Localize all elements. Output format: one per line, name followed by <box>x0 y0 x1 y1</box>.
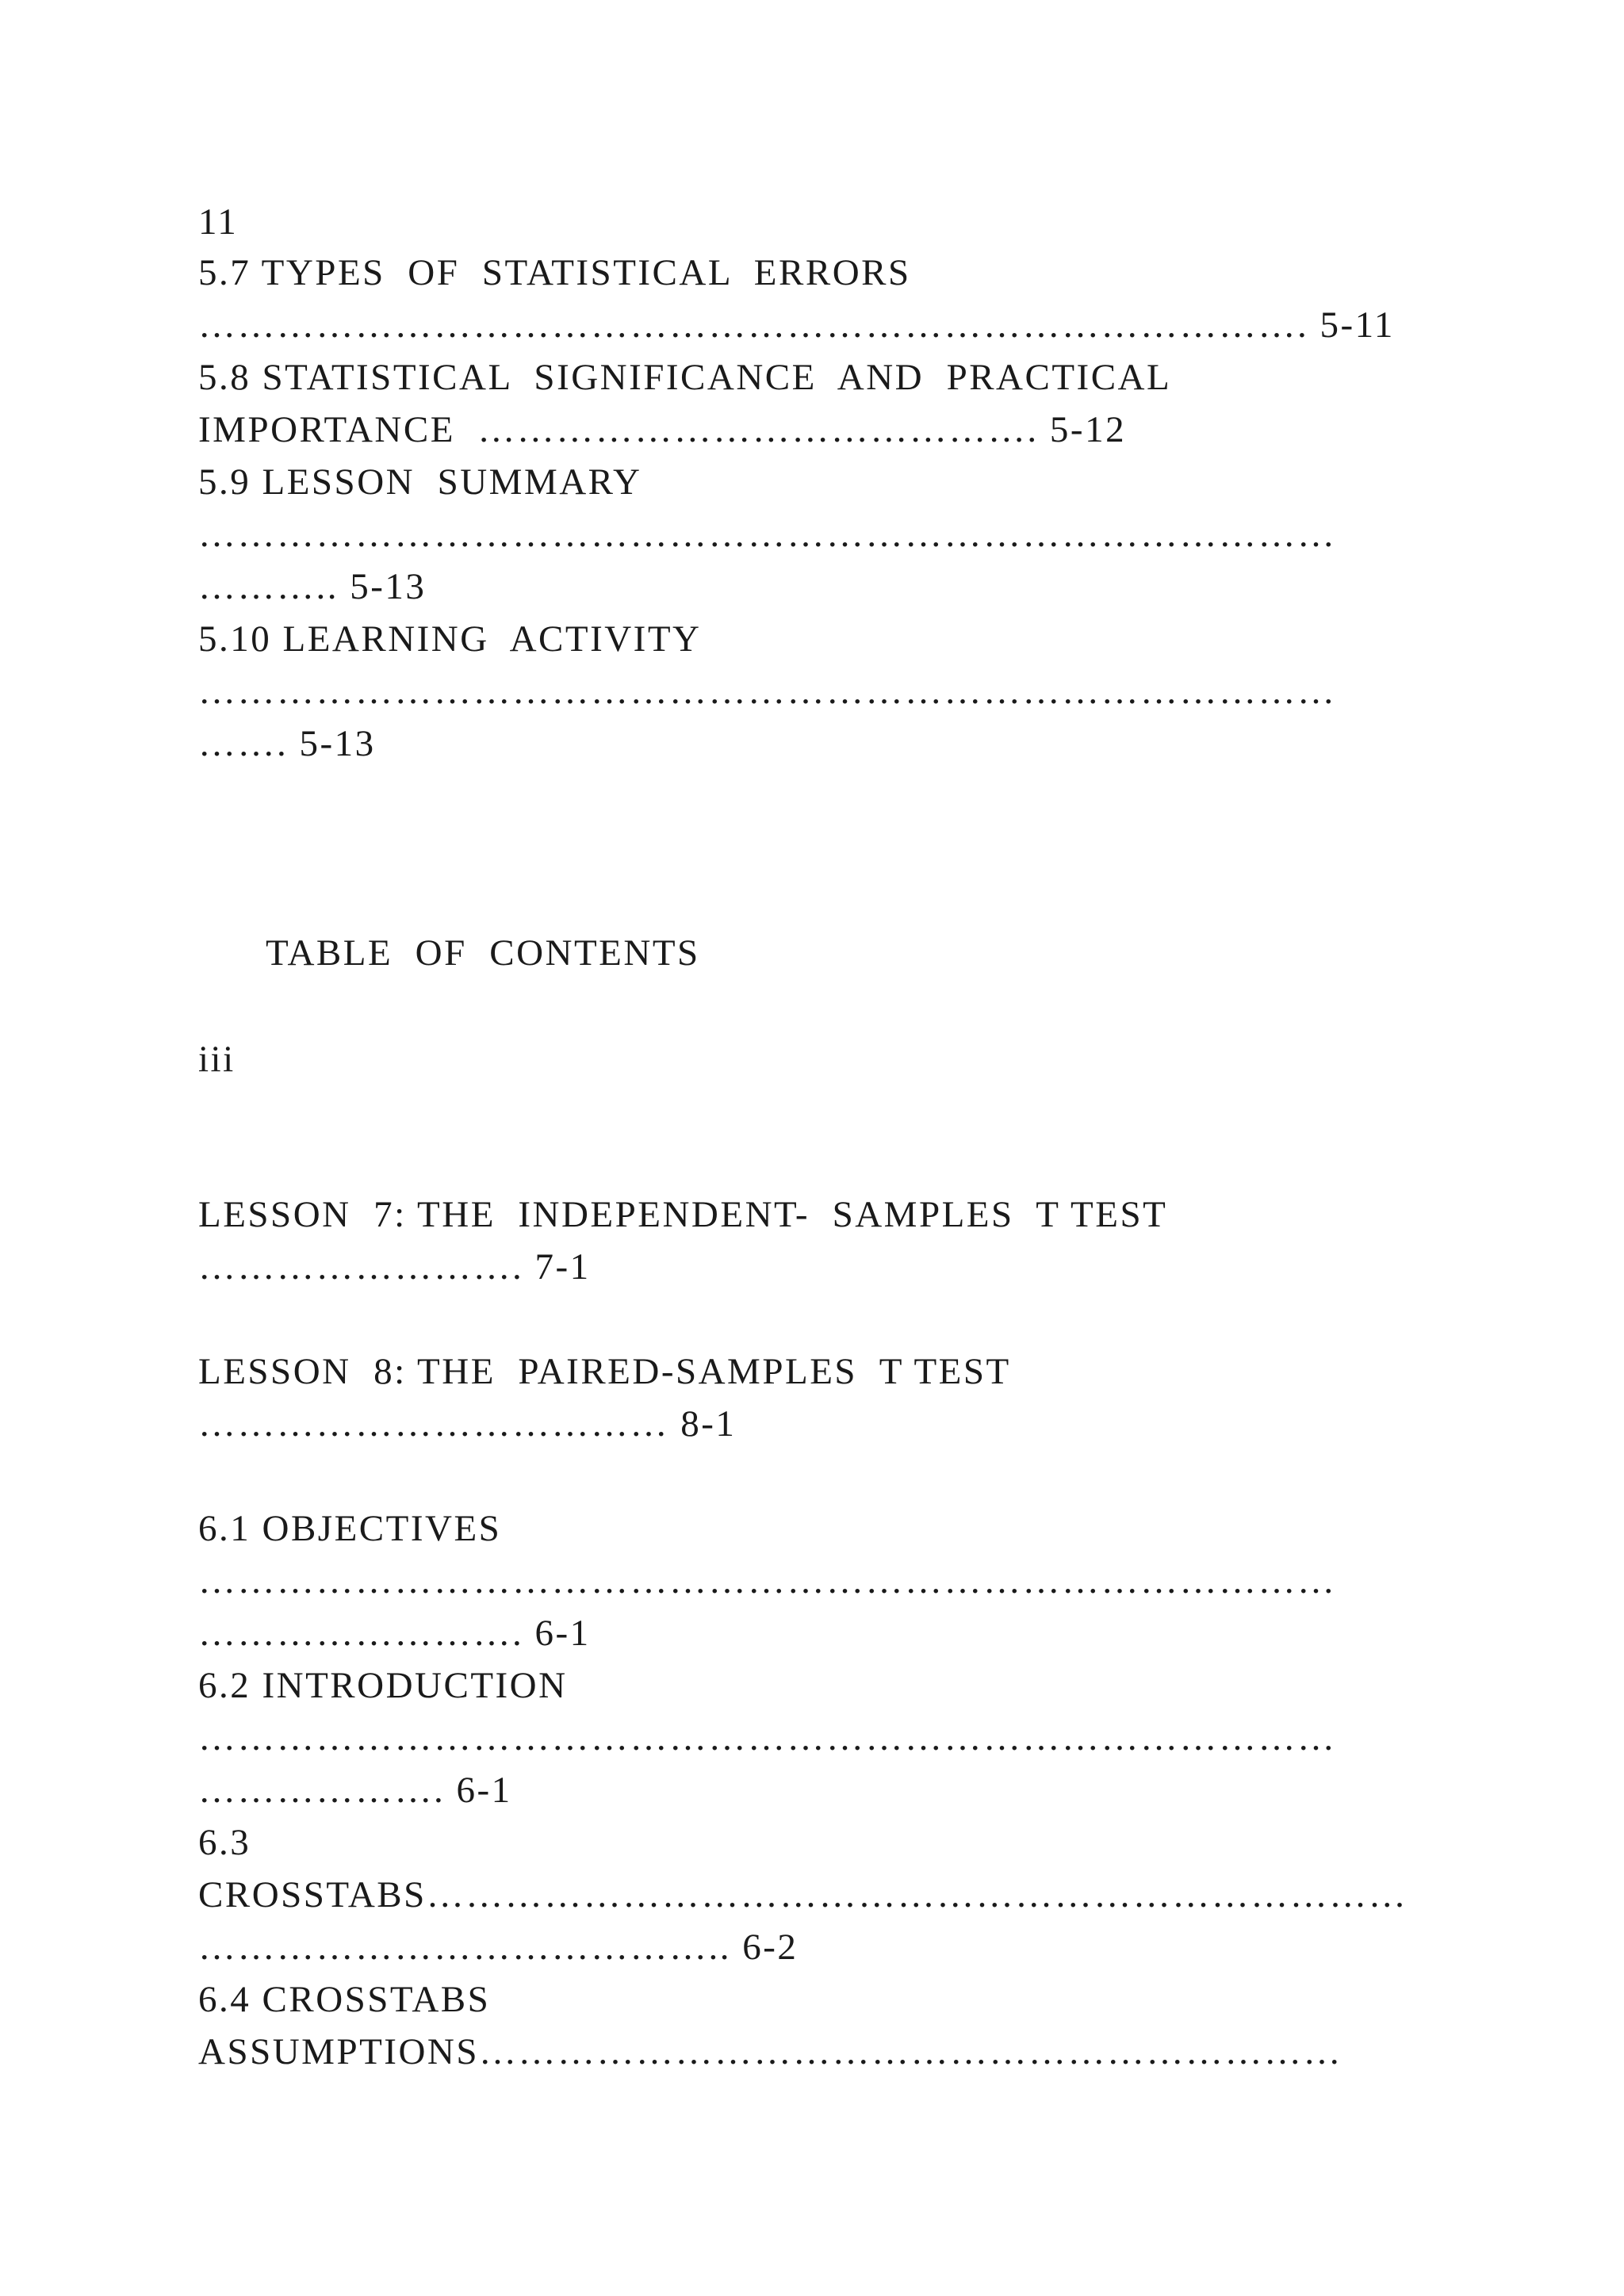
toc-entry-6-1-page: ……………………. 6-1 <box>198 1613 591 1654</box>
toc-entry-5-8-leader: IMPORTANCE ……………………………………. 5-12 <box>198 409 1127 450</box>
toc-entry-5-9-leader: …………………………………………………………………………… <box>198 514 1337 555</box>
toc-entry-5-7-title: 5.7 TYPES OF STATISTICAL ERRORS <box>198 252 911 293</box>
toc-entry-6-3-title: CROSSTABS………………………………………………………………… <box>198 1874 1408 1915</box>
toc-entry-6-1-leader: …………………………………………………………………………… <box>198 1560 1337 1601</box>
page-number: 11 <box>198 201 239 243</box>
toc-entry-5-10-leader: …………………………………………………………………………… <box>198 671 1337 712</box>
toc-entry-6-2-leader: …………………………………………………………………………… <box>198 1717 1337 1758</box>
toc-entry-5-7-leader: …………………………………………………………………………. 5-11 <box>198 304 1395 346</box>
toc-entry-5-9-page: ……….. 5-13 <box>198 566 427 607</box>
roman-page-number: iii <box>198 1039 236 1080</box>
toc-entry-5-9-title: 5.9 LESSON SUMMARY <box>198 461 642 503</box>
toc-entry-5-10-page: ……. 5-13 <box>198 723 376 764</box>
toc-entry-5-10-title: 5.10 LEARNING ACTIVITY <box>198 618 702 660</box>
toc-entry-lesson-7-title: LESSON 7: THE INDEPENDENT- SAMPLES T TEST <box>198 1194 1168 1235</box>
toc-entry-6-1-title: 6.1 OBJECTIVES <box>198 1508 502 1549</box>
toc-heading: TABLE OF CONTENTS <box>266 932 700 974</box>
toc-entry-6-2-title: 6.2 INTRODUCTION <box>198 1665 568 1706</box>
toc-entry-6-4-leader: ASSUMPTIONS………………………………………………………… <box>198 2031 1342 2072</box>
toc-entry-lesson-8-title: LESSON 8: THE PAIRED-SAMPLES T TEST <box>198 1351 1011 1392</box>
toc-entry-6-3-page: ………………………………….. 6-2 <box>198 1927 799 1968</box>
toc-entry-lesson-8-leader: ……………………………… 8-1 <box>198 1403 737 1445</box>
toc-entry-6-4-title: 6.4 CROSSTABS <box>198 1979 491 2020</box>
toc-entry-5-8-title: 5.8 STATISTICAL SIGNIFICANCE AND PRACTICAL <box>198 357 1172 398</box>
toc-entry-6-3-number: 6.3 <box>198 1822 251 1863</box>
toc-entry-6-2-page: ………………. 6-1 <box>198 1770 512 1811</box>
toc-entry-lesson-7-leader: ……………………. 7-1 <box>198 1246 591 1288</box>
